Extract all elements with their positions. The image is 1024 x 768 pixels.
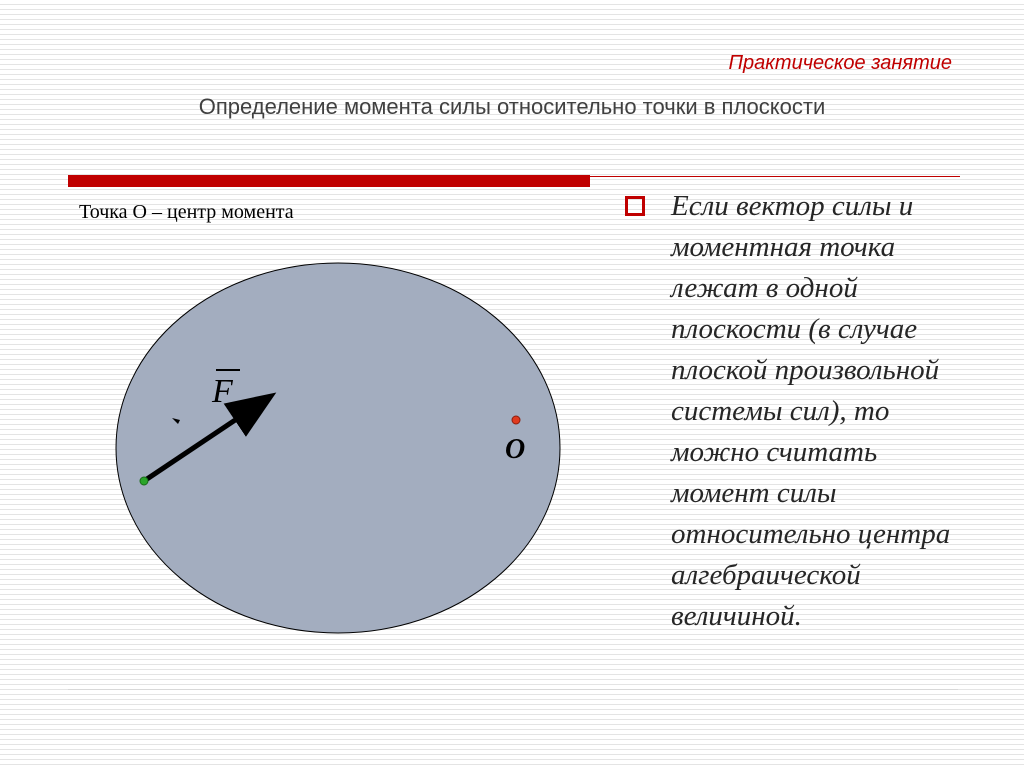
page-title: Определение момента силы относительно точки в плоскости [198, 94, 826, 119]
bullet-square-icon [625, 196, 645, 216]
lesson-subtitle: Практическое занятие [728, 52, 952, 74]
moment-center-point [512, 416, 520, 424]
bullet-text: Если вектор силы и моментная точка лежат в одной плоскости (в случае плоской произвольной системы сил), то можно считать момент силы относительно центра алгебраической величиной. [671, 190, 951, 632]
application-point [140, 477, 148, 485]
footer-divider [68, 689, 958, 690]
center-caption: Точка О – центр момента [79, 201, 294, 223]
rigid-body-disk [116, 263, 560, 633]
force-label: F [212, 373, 233, 410]
moment-center-label: О [505, 434, 526, 465]
